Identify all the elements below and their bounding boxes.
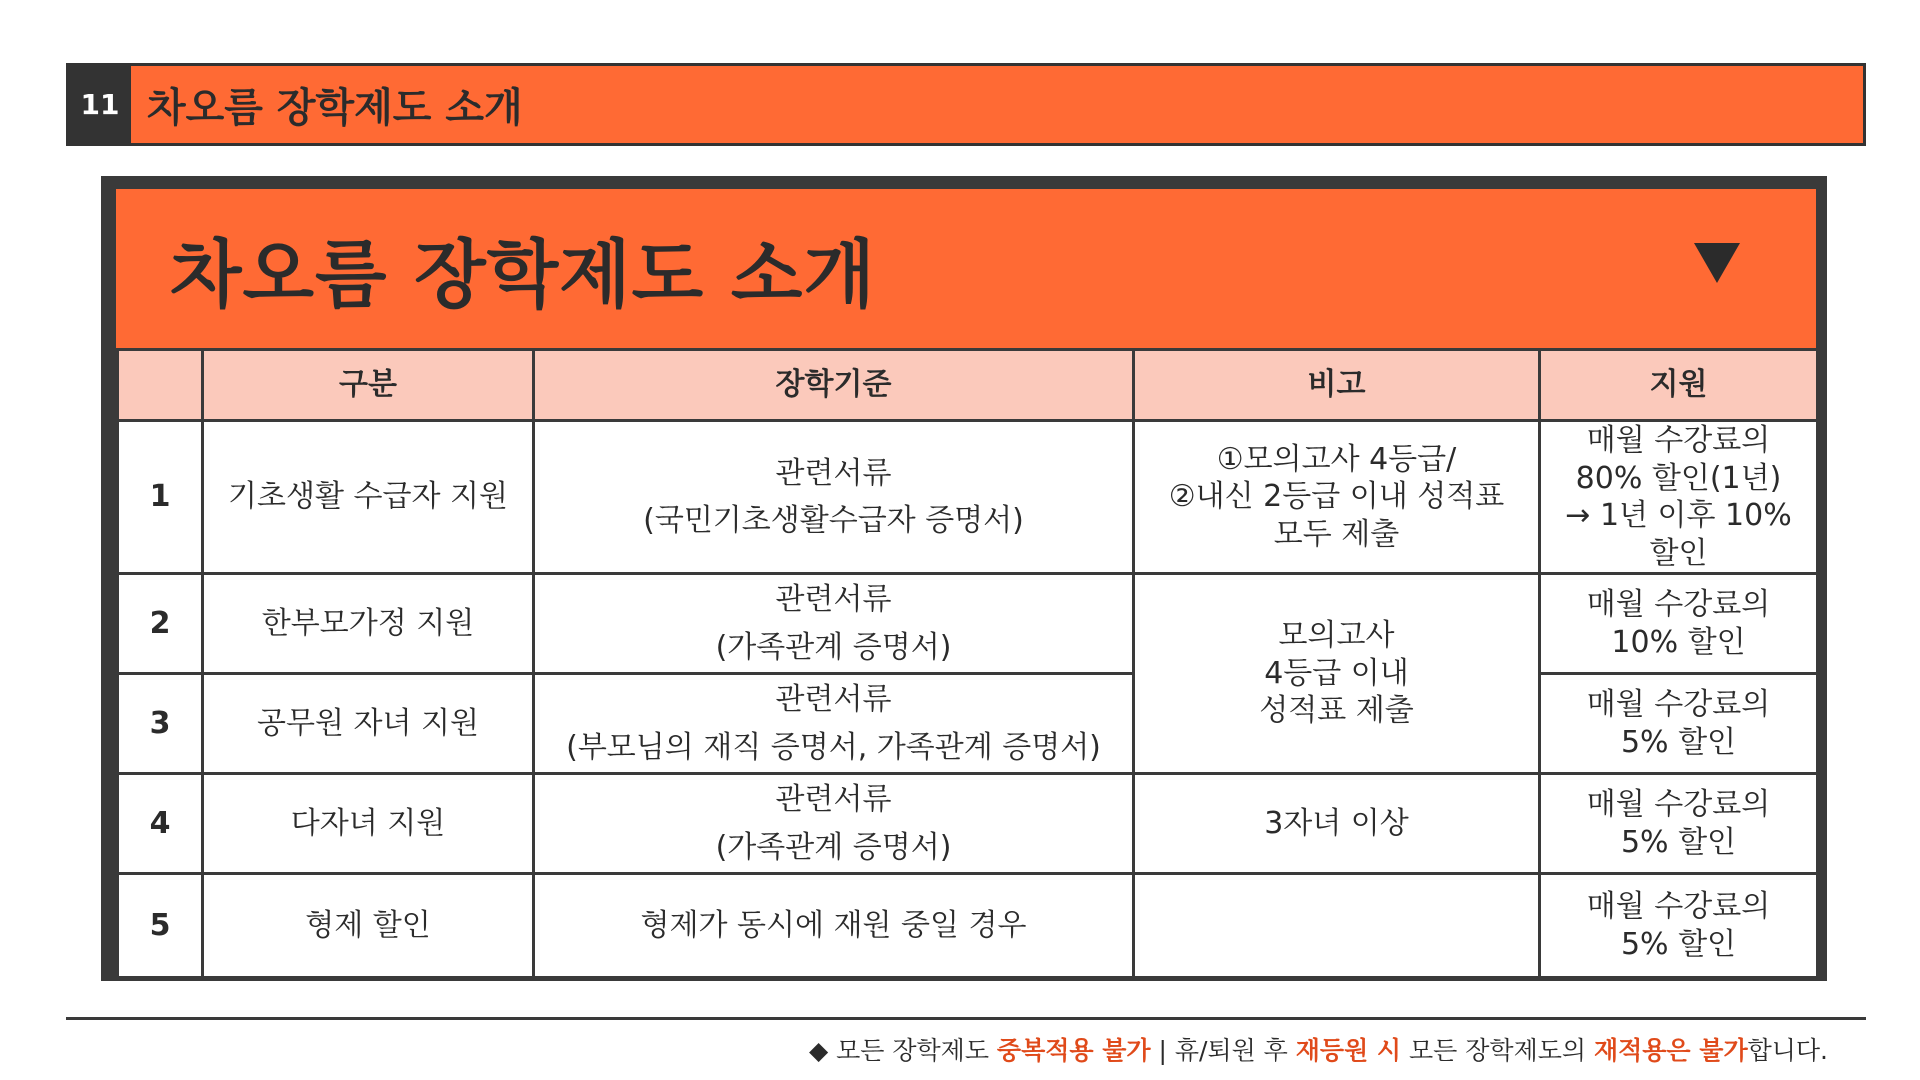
row-number: 1: [118, 421, 203, 574]
footer-divider: [66, 1017, 1866, 1020]
row-criteria: [534, 421, 1134, 574]
table-row: [118, 674, 1818, 774]
header-blank: [118, 350, 203, 421]
note-line: 모의고사: [1278, 618, 1395, 654]
row-number: 4: [118, 774, 203, 874]
support-line: 5% 할인: [1620, 724, 1737, 760]
support-line: 매월 수강료의: [1586, 587, 1771, 622]
footer-highlight: 재등원 시: [1295, 1036, 1402, 1065]
row-note-merged: [1134, 574, 1540, 774]
row-number: 5: [118, 874, 203, 978]
row-category: 다자녀 지원: [203, 774, 534, 874]
row-note: 3자녀 이상: [1134, 774, 1540, 874]
page-number: 11: [69, 66, 131, 143]
row-criteria: 형제가 동시에 재원 중일 경우: [534, 874, 1134, 978]
criteria-line: 관련서류: [775, 582, 892, 617]
support-line: 매월 수강료의: [1586, 889, 1771, 924]
row-criteria: [534, 774, 1134, 874]
row-note: [1134, 874, 1540, 978]
criteria-line: (가족관계 증명서): [715, 829, 952, 865]
table-row: [118, 874, 1818, 978]
panel-title: 차오름 장학제도 소개: [170, 231, 876, 318]
table-row: [118, 421, 1818, 574]
support-line: 5% 할인: [1620, 824, 1737, 860]
row-category: 한부모가정 지원: [203, 574, 534, 674]
panel-header: [116, 189, 1816, 348]
footer-text: 모든 장학제도: [828, 1036, 997, 1065]
support-line: 매월 수강료의: [1586, 687, 1771, 722]
note-line: ②내신 2등급 이내 성적표: [1168, 479, 1505, 515]
footer-text: 합니다.: [1747, 1036, 1828, 1065]
footer-text: 모든 장학제도의: [1401, 1036, 1594, 1065]
header-category: 구분: [203, 350, 534, 421]
page-title: 차오름 장학제도 소개: [147, 85, 523, 131]
table-header-row: [118, 350, 1818, 421]
support-line: 매월 수강료의: [1586, 423, 1771, 458]
row-support: [1540, 774, 1818, 874]
header-criteria: 장학기준: [534, 350, 1134, 421]
row-support: [1540, 674, 1818, 774]
footer-highlight: 재적용은 불가: [1593, 1036, 1748, 1065]
criteria-line: 관련서류: [775, 455, 892, 491]
note-line: ①모의고사 4등급/: [1216, 441, 1457, 477]
support-line: 80% 할인(1년): [1575, 460, 1782, 496]
footer-text: | 휴/퇴원 후: [1150, 1036, 1296, 1065]
scholarship-table: [116, 348, 1819, 979]
row-criteria: [534, 574, 1134, 674]
triangle-down-icon[interactable]: [1694, 243, 1740, 283]
row-note: [1134, 421, 1540, 574]
note-line: 4등급 이내: [1264, 655, 1409, 691]
row-support: [1540, 421, 1818, 574]
footer-highlight: 중복적용 불가: [996, 1036, 1151, 1065]
note-line: 성적표 제출: [1259, 693, 1414, 729]
support-line: 매월 수강료의: [1586, 787, 1771, 822]
note-line: 모두 제출: [1273, 516, 1400, 552]
table-row: [118, 574, 1818, 674]
support-line: → 1년 이후 10%: [1565, 498, 1792, 533]
header-note: 비고: [1134, 350, 1540, 421]
row-support: [1540, 574, 1818, 674]
footer-note: [809, 1031, 1828, 1067]
support-line: 할인: [1649, 535, 1708, 571]
row-support: [1540, 874, 1818, 978]
table-row: [118, 774, 1818, 874]
diamond-bullet-icon: ◆: [808, 1036, 829, 1065]
top-title-bar: [66, 63, 1866, 146]
criteria-line: 관련서류: [775, 782, 892, 817]
row-criteria: [534, 674, 1134, 774]
criteria-line: 관련서류: [775, 682, 892, 717]
support-line: 5% 할인: [1620, 926, 1737, 962]
row-category: 공무원 자녀 지원: [203, 674, 534, 774]
criteria-line: (가족관계 증명서): [715, 629, 952, 665]
criteria-line: (국민기초생활수급자 증명서): [643, 503, 1024, 538]
row-category: 형제 할인: [203, 874, 534, 978]
criteria-line: (부모님의 재직 증명서, 가족관계 증명서): [566, 729, 1101, 765]
row-number: 2: [118, 574, 203, 674]
row-category: 기초생활 수급자 지원: [203, 421, 534, 574]
support-line: 10% 할인: [1611, 624, 1746, 660]
header-support: 지원: [1540, 350, 1818, 421]
row-number: 3: [118, 674, 203, 774]
